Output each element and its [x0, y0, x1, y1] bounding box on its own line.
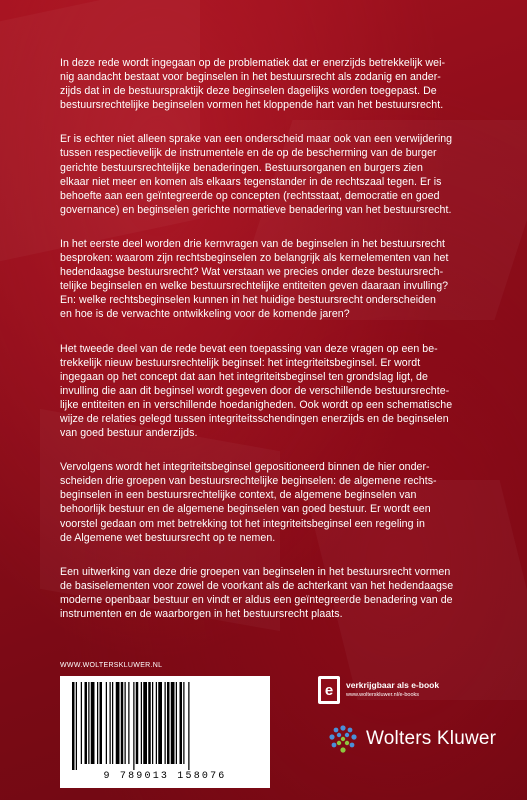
svg-text:e: e	[324, 682, 334, 699]
barcode	[60, 676, 270, 788]
website-url[interactable]: WWW.WOLTERSKLUWER.NL	[60, 662, 163, 669]
ebook-title: verkrijgbaar als e-book	[346, 680, 440, 690]
publisher-name: Wolters Kluwer	[366, 728, 497, 749]
paragraph-1: In deze rede wordt ingegaan op de problematiek dat er enerzijds betrekkelijk wei- nig aandacht bestaat voor beginselen in het bestuursrecht als zodanig en ander- zijds dat in de bestuurspraktijk deze beginselen dagelijks worden toegepast. De bestuursrechtelijke beginselen vormen het kloppende hart van het bestuursrecht.	[60, 57, 446, 112]
barcode-icon	[68, 682, 262, 770]
paragraph-2: Er is echter niet alleen sprake van een onderscheid maar ook van een verwijdering tussen respectievelijk de instrumentele en de op de bescherming van de burger gerichte bestuursrechtelijke benaderingen. Bestuursorganen en burgers zien elkaar niet meer en komen als elkaars tegenstander in de rechtszaal tegen. Er is behoefte aan een geïntegreerde op concepten (rechtsstaat, democratie en goed governance) en beginselen gerichte normatieve benadering van het bestuursrecht.	[60, 133, 453, 216]
wolters-kluwer-logo-icon	[328, 724, 358, 754]
paragraph-5: Vervolgens wordt het integriteitsbeginsel gepositioneerd binnen de hier onder- scheiden drie groepen van bestuursrechtelijke beginselen: de algemene rechts- beginselen in een bestuursrechtelijke context, de algemene beginselen van behoorlijk bestuur en de algemene beginselen van goed bestuur. Er wordt een voorstel gedaan om met betrekking tot het integriteitsbeginsel een regeling in de Algemene wet bestuursrecht op te nemen.	[60, 461, 437, 544]
ebook-badge[interactable]	[318, 676, 439, 704]
ebook-url[interactable]: www.wolterskluwer.nl/e-books	[346, 692, 420, 698]
ebook-e-icon	[318, 676, 340, 704]
paragraph-6: Een uitwerking van deze drie groepen van beginselen in het bestuursrecht vormen de basiselementen voor zowel de voorkant als de achterkant van het hedendaagse moderne openbaar bestuur en vindt er aldus een geïntegreerde benadering van de instrumenten en de waarborgen in het bestuursrecht plaats.	[60, 565, 454, 620]
publisher-logo	[328, 724, 496, 754]
back-cover-text	[60, 56, 478, 641]
paragraph-3: In het eerste deel worden drie kernvragen van de beginselen in het bestuursrecht besproken: waarom zijn rechtsbeginselen zo belangrijk als kernelementen van het hedendaagse bestuursrecht? Wat verstaan we precies onder deze bestuursrech- telijke beginselen en welke bestuursrechtelijke entiteiten geven daaraan invulling? En: welke rechtsbeginselen kunnen in het huidige bestuursrecht onderscheiden en hoe is de verwachte ontwikkeling voor de komende jaren?	[60, 237, 449, 321]
barcode-digits: 9 789013 158076	[103, 771, 227, 782]
paragraph-4: Het tweede deel van de rede bevat een toepassing van deze vragen op een be- trekkelijk nieuw bestuursrechtelijk beginsel: het integriteitsbeginsel. Er wordt ingegaan op het concept dat aan het integriteitsbeginsel ten grondslag ligt, de invulling die aan dit beginsel wordt gegeven door de verschillende bestuursrechte- lijke entiteiten en in verschillende hoedanigheden. Ook wordt op een schematische wijze de relaties gelegd tussen integriteitsschendingen enerzijds en de beginselen van goed bestuur anderzijds.	[60, 342, 453, 440]
